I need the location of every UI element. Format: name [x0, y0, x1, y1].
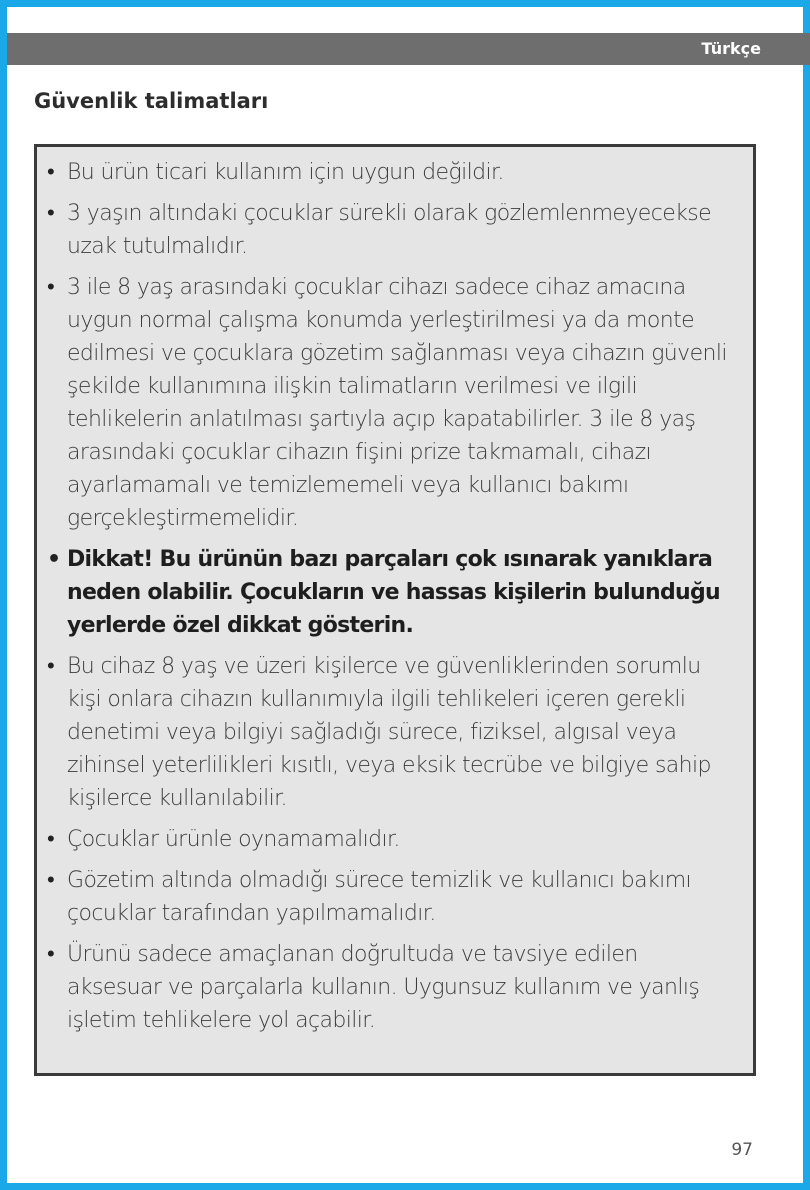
safety-instructions-box [34, 144, 756, 1076]
warning-item: • Dikkat! Bu ürünün bazı parçaları çok ısınarak yanıklara neden olabilir. Çocukların ve hassas kişilerin bulunduğu yerlerde özel dikkat gösterin. [47, 543, 735, 642]
instruction-item: • Çocuklar ürünle oynamamalıdır. [47, 823, 735, 856]
instruction-item: • Bu ürün ticari kullanım için uygun değildir. [47, 156, 735, 189]
page-number: 97 [731, 1140, 753, 1160]
language-label: Türkçe [701, 39, 761, 58]
instruction-item: • Ürünü sadece amaçlanan doğrultuda ve tavsiye edilen aksesuar ve parçalarla kullanın. Uygunsuz kullanım ve yanlış işletim tehlikelere yol açabilir. [47, 938, 735, 1037]
section-title: Güvenlik talimatları [34, 89, 269, 113]
instruction-item: • 3 ile 8 yaş arasındaki çocuklar cihazı sadece cihaz amacına uygun normal çalışma konumda yerleştirilmesi ya da monte edilmesi ve çocuklara gözetim sağlanması veya cihazın güvenli şekilde kullanımına ilişkin talimatların verilmesi ve ilgili tehlikelerin anlatılması şartıyla açıp kapatabilirler. 3 ile 8 yaş arasındaki çocuklar cihazın fişini prize takmamalı, cihazı ayarlamamalı ve temizlememeli veya kullanıcı bakımı gerçekleştirmemelidir. [47, 271, 735, 535]
instruction-item: • Bu cihaz 8 yaş ve üzeri kişilerce ve güvenliklerinden sorumlu kişi onlara cihazın kullanımıyla ilgili tehlikeleri içeren gerekli denetimi veya bilgiyi sağladığı sürece, fiziksel, algısal veya zihinsel yeterlilikleri kısıtlı, veya eksik tecrübe ve bilgiye sahip kişilerce kullanılabilir. [47, 650, 735, 815]
instruction-item: • Gözetim altında olmadığı sürece temizlik ve kullanıcı bakımı çocuklar tarafından yapılmamalıdır. [47, 864, 735, 930]
instruction-item: • 3 yaşın altındaki çocuklar sürekli olarak gözlemlenmeyecekse uzak tutulmalıdır. [47, 197, 735, 263]
language-header-bar [7, 33, 810, 65]
